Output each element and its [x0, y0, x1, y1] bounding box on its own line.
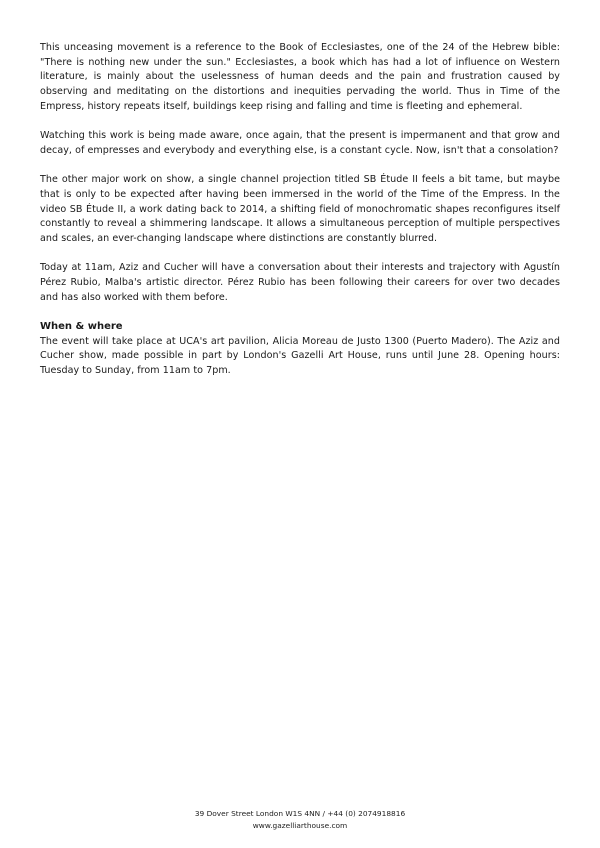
paragraph-conversation: Today at 11am, Aziz and Cucher will have a conversation about their interests and trajectory with Agustín Pérez Rubio, Malba's artistic director. Pérez Rubio has been following their careers for over two decades and has also worked with them before. — [40, 262, 560, 303]
paragraph-impermanence: Watching this work is being made aware, once again, that the present is impermanent and that grow and decay, of empresses and everybody and everything else, is a constant cycle. Now, isn't that a consolation? — [40, 130, 560, 156]
when-where-text: The event will take place at UCA's art pavilion, Alicia Moreau de Justo 1300 (Puerto Madero). The Aziz and Cucher show, made possible in part by London's Gazelli Art House, runs until June 28. Opening hours: Tuesday to Sunday, from 11am to 7pm. — [40, 335, 560, 377]
footer-address: 39 Dover Street London W1S 4NN / +44 (0) 2074918816 — [194, 809, 406, 818]
footer-website: www.gazelliarthouse.com — [252, 821, 348, 830]
paragraph-ecclesiastes: This unceasing movement is a reference to the Book of Ecclesiastes, one of the 24 of the Hebrew bible: "There is nothing new under the sun." Ecclesiastes, a book which has had a lot of influence on Western literature, is mainly about the uselessness of human deeds and the pain and frustration caused by observing and meditating on the distortions and inequities pervading the world. Thus in Time of the Empress, history repeats itself, buildings keep rising and falling and time is fleeting and ephemeral. — [40, 42, 560, 112]
article-body — [40, 41, 560, 393]
when-where-heading: When & where — [40, 320, 123, 332]
paragraph-sb-etude: The other major work on show, a single channel projection titled SB Étude II feels a bit tame, but maybe that is only to be expected after having been immersed in the world of the Time of the Empress. In the video SB Étude II, a work dating back to 2014, a shifting field of monochromatic shapes reconfigures itself constantly to reveal a shimmering landscape. It allows a simultaneous perception of multiple perspectives and scales, an ever-changing landscape where distinctions are constantly blurred. — [40, 174, 560, 244]
